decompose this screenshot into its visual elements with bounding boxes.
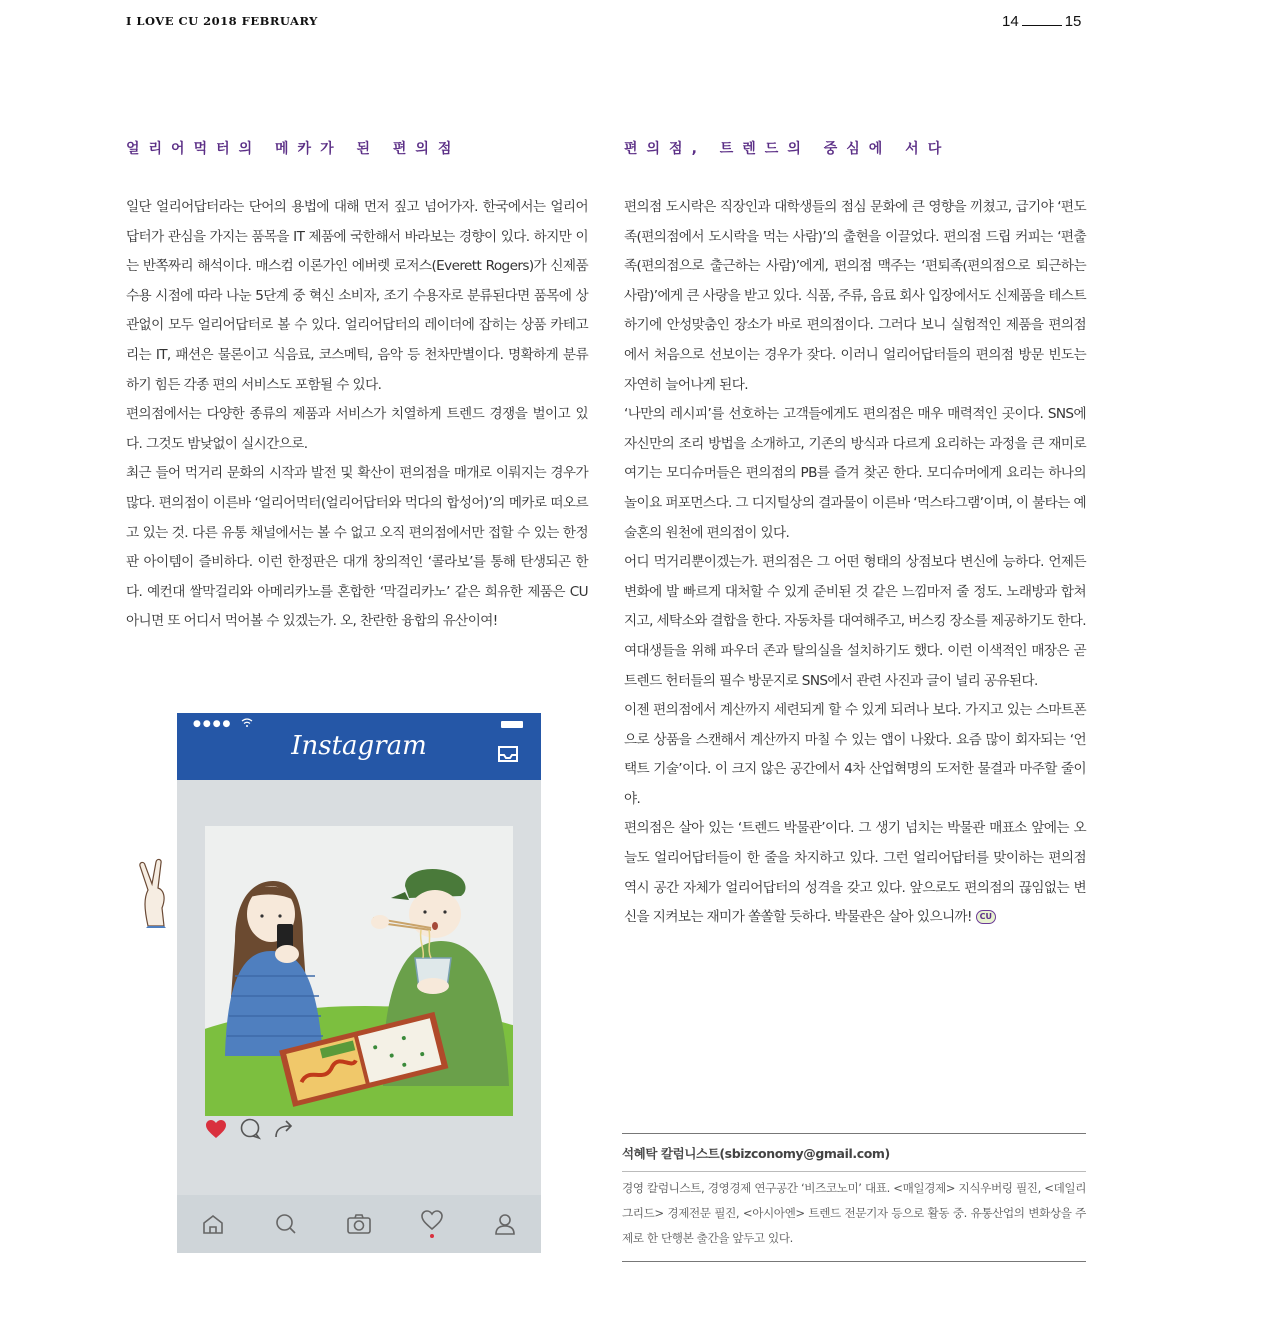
victory-hand-illustration bbox=[130, 858, 180, 928]
instagram-phone-illustration bbox=[177, 713, 541, 1253]
left-section-title: 얼리어먹터의 메카가 된 편의점 bbox=[126, 141, 461, 157]
right-section-title: 편의점, 트렌드의 중심에 서다 bbox=[624, 141, 951, 157]
paragraph: 편의점 도시락은 직장인과 대학생들의 점심 문화에 큰 영향을 끼쳤고, 급기야 ‘편도족(편의점에서 도시락을 먹는 사람)’의 출현을 이끌었다. 편의점 드립 커피는 ‘편출족(편의점으로 출근하는 사람)’에게, 편의점 맥주는 ‘편퇴족(편의점으로 퇴근하는 사람)’에게 큰 사랑을 받고 있다. 식품, 주류, 음료 회사 입장에서도 신제품을 테스트하기에 안성맞춤인 장소가 바로 편의점이다. 그러다 보니 실험적인 제품을 편의점에서 처음으로 선보이는 경우가 잦다. 이러니 얼리어답터들의 편의점 방문 빈도는 자연히 늘어나게 된다. bbox=[624, 199, 1086, 393]
post-actions bbox=[205, 1118, 295, 1140]
friends-eating-illustration bbox=[205, 826, 513, 1116]
instagram-bottom-nav bbox=[177, 1195, 541, 1253]
heart-icon[interactable] bbox=[205, 1119, 227, 1139]
home-icon[interactable] bbox=[201, 1213, 225, 1235]
page-number-left: 14 bbox=[1002, 13, 1019, 30]
magazine-issue: I LOVE CU 2018 FEBRUARY bbox=[126, 14, 318, 28]
author-box bbox=[622, 1133, 1086, 1262]
wifi-icon bbox=[241, 718, 253, 727]
page-number-divider bbox=[1022, 25, 1062, 26]
inbox-icon bbox=[497, 745, 519, 763]
instagram-logo: Instagram bbox=[291, 731, 427, 761]
instagram-header bbox=[177, 713, 541, 780]
signal-dots-icon: ●●●● bbox=[193, 719, 233, 729]
cu-end-mark-icon: CU bbox=[976, 910, 996, 924]
activity-heart-icon[interactable] bbox=[420, 1209, 444, 1239]
paragraph: 이젠 편의점에서 계산까지 세련되게 할 수 있게 되려나 보다. 가지고 있는 스마트폰으로 상품을 스캔해서 계산까지 마칠 수 있는 앱이 나왔다. 요즘 많이 회자되는 ‘언택트 기술’이다. 이 크지 않은 공간에서 4차 산업혁명의 도저한 물결과 마주할 줄이야. bbox=[624, 702, 1086, 807]
page-numbers bbox=[1002, 13, 1081, 30]
page-number-right: 15 bbox=[1064, 13, 1082, 30]
paragraph bbox=[624, 814, 1086, 932]
paragraph: ‘나만의 레시피’를 선호하는 고객들에게도 편의점은 매우 매력적인 곳이다. SNS에 자신만의 조리 방법을 소개하고, 기존의 방식과 다르게 요리하는 과정을 큰 재미로 여기는 모디슈머들은 편의점의 PB를 즐겨 찾곤 한다. 모디슈머에게 요리는 하나의 놀이요 퍼포먼스다. 그 디지털상의 결과물이 이른바 ‘먹스타그램’이며, 이 불타는 예술혼의 원천에 편의점이 있다. bbox=[624, 406, 1086, 541]
paragraph: 일단 얼리어답터라는 단어의 용법에 대해 먼저 짚고 넘어가자. 한국에서는 얼리어답터가 관심을 가지는 품목을 IT 제품에 국한해서 바라보는 경향이 있다. 하지만 이는 반쪽짜리 해석이다. 매스컴 이론가인 에버렛 로저스(Everett Rogers)가 신제품 수용 시점에 따라 나눈 5단계 중 혁신 소비자, 조기 수용자로 분류된다면 품목에 상관없이 모두 얼리어답터로 볼 수 있다. 얼리어답터의 레이더에 잡히는 상품 카테고리는 IT, 패션은 물론이고 식음료, 코스메틱, 음악 등 천차만별이다. 명확하게 분류하기 힘든 각종 편의 서비스도 포함될 수 있다. bbox=[126, 199, 588, 393]
camera-icon[interactable] bbox=[346, 1213, 372, 1235]
profile-icon[interactable] bbox=[493, 1212, 517, 1236]
paragraph: 최근 들어 먹거리 문화의 시작과 발전 및 확산이 편의점을 매개로 이뤄지는 경우가 많다. 편의점이 이른바 ‘얼리어먹터(얼리어답터와 먹다의 합성어)’의 메카로 떠오르고 있는 것. 다른 유통 채널에서는 볼 수 없고 오직 편의점에서만 접할 수 있는 한정판 아이템이 즐비하다. 이런 한정판은 대개 창의적인 ‘콜라보’를 통해 탄생되곤 한다. 예컨대 쌀막걸리와 아메리카노를 혼합한 ‘막걸리카노’ 같은 희유한 제품은 CU 아니면 또 어디서 먹어볼 수 있겠는가. 오, 찬란한 융합의 유산이여! bbox=[126, 465, 588, 630]
paragraph: 편의점에서는 다양한 종류의 제품과 서비스가 치열하게 트렌드 경쟁을 벌이고 있다. 그것도 밤낮없이 실시간으로. bbox=[126, 406, 588, 452]
share-icon[interactable] bbox=[273, 1119, 295, 1139]
right-column bbox=[624, 193, 1086, 933]
author-name: 석혜탁 칼럼니스트(sbizconomy@gmail.com) bbox=[622, 1134, 1086, 1172]
search-icon[interactable] bbox=[274, 1212, 298, 1236]
paragraph: 어디 먹거리뿐이겠는가. 편의점은 그 어떤 형태의 상점보다 변신에 능하다. 언제든 변화에 발 빠르게 대처할 수 있게 준비된 것 같은 느낌마저 줄 정도. 노래방과 합쳐지고, 세탁소와 결합을 한다. 자동차를 대여해주고, 버스킹 장소를 제공하기도 한다. 여대생들을 위해 파우더 존과 탈의실을 설치하기도 했다. 이런 이색적인 매장은 곧 트렌드 헌터들의 필수 방문지로 SNS에서 관련 사진과 글이 널리 공유된다. bbox=[624, 554, 1086, 689]
comment-icon[interactable] bbox=[239, 1118, 261, 1140]
author-bio: 경영 칼럼니스트, 경영경제 연구공간 ‘비즈코노미’ 대표. <매일경제> 지식우버링 필진, <데일리그리드> 경제전문 필진, <아시아엔> 트렌드 전문기자 등으로 활동 중. 유통산업의 변화상을 주제로 한 단행본 출간을 앞두고 있다. bbox=[622, 1181, 1086, 1245]
left-column bbox=[126, 193, 588, 637]
instagram-photo bbox=[205, 826, 513, 1116]
battery-icon bbox=[501, 721, 523, 728]
paragraph-text: 편의점은 살아 있는 ‘트렌드 박물관’이다. 그 생기 넘치는 박물관 매표소 앞에는 오늘도 얼리어답터들이 한 줄을 차지하고 있다. 그런 얼리어답터를 맞이하는 편의점 역시 공간 자체가 얼리어답터의 성격을 갖고 있다. 앞으로도 편의점의 끊임없는 변신을 지켜보는 재미가 쏠쏠할 듯하다. 박물관은 살아 있으니까! bbox=[624, 820, 1086, 926]
boy-face bbox=[409, 890, 461, 938]
